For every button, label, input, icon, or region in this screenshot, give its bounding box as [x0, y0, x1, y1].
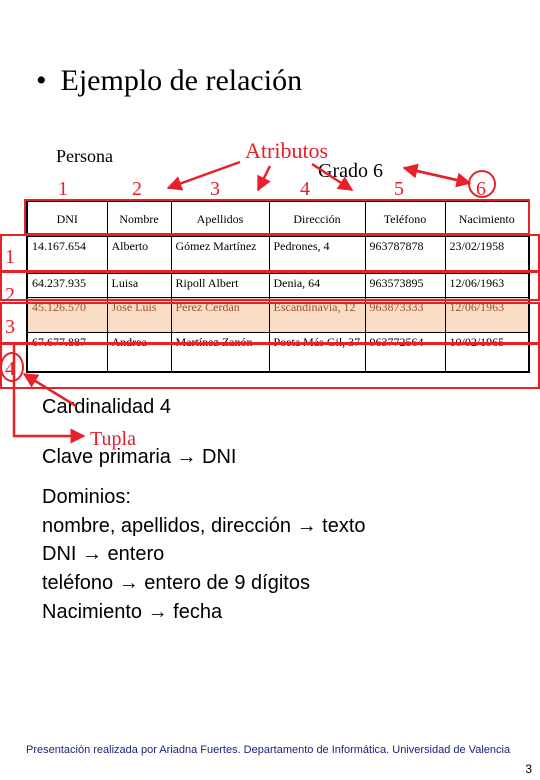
- row-number-4: 4: [5, 358, 15, 380]
- dominio-line: DNI → entero: [42, 543, 165, 565]
- cardinalidad-label: Cardinalidad 4: [42, 396, 171, 418]
- table-cell: 10/02/1965: [445, 333, 529, 373]
- slide-title-text: Ejemplo de relación: [60, 64, 303, 97]
- tuple-box-2: [0, 271, 540, 301]
- tuple-box-4: [0, 343, 540, 389]
- table-cell: 67.677.887: [27, 333, 107, 373]
- row-number-1: 1: [5, 246, 15, 268]
- slide-title: [36, 64, 302, 98]
- header-apellidos: Apellidos: [171, 201, 269, 237]
- table-cell: Alberto: [107, 237, 171, 274]
- table-cell: Martínez Zanón: [171, 333, 269, 373]
- table-cell: José Luis: [107, 298, 171, 333]
- arrow-grado-to-col-6: [404, 168, 470, 183]
- tupla-label: Tupla: [90, 428, 136, 450]
- table-cell: 64.237.935: [27, 274, 107, 298]
- table-cell: 23/02/1958: [445, 237, 529, 274]
- atributos-label: Atributos: [245, 138, 329, 163]
- table-cell: Pedrones, 4: [269, 237, 365, 274]
- dominio-line: Nacimiento → fecha: [42, 601, 223, 623]
- header-nombre: Nombre: [107, 201, 171, 237]
- header-direccion: Dirección: [269, 201, 365, 237]
- column-number-4: 4: [300, 178, 310, 200]
- row-number-2: 2: [5, 284, 15, 306]
- table-cell: Poeta Más Gil, 37: [269, 333, 365, 373]
- row-4-highlight-circle: [0, 352, 24, 382]
- table-cell: 12/06/1963: [445, 298, 529, 333]
- table-cell: 12/06/1963: [445, 274, 529, 298]
- table-cell: Escandinavia, 12: [269, 298, 365, 333]
- table-cell: Denia, 64: [269, 274, 365, 298]
- attributes-header-box: [24, 199, 530, 235]
- table-cell: 963573895: [365, 274, 445, 298]
- tuple-box-1: [0, 234, 540, 272]
- row-number-3: 3: [5, 316, 15, 338]
- header-dni: DNI: [27, 201, 107, 237]
- table-cell: Pérez Cerdán: [171, 298, 269, 333]
- bullet: •: [36, 64, 47, 97]
- table-cell: Luisa: [107, 274, 171, 298]
- column-number-2: 2: [132, 178, 142, 200]
- arrow-to-col-2: [168, 162, 240, 188]
- table-cell: Ripoll Albert: [171, 274, 269, 298]
- footer-credit: Presentación realizada por Ariadna Fuertes. Departamento de Informática. Universidad de Valencia: [26, 744, 511, 756]
- table-cell: 963873333: [365, 298, 445, 333]
- column-6-highlight-circle: [468, 170, 496, 198]
- arrow-to-col-3: [258, 166, 270, 190]
- dominios-heading: Dominios:: [42, 486, 131, 508]
- header-telefono: Teléfono: [365, 201, 445, 237]
- table-cell: 963787878: [365, 237, 445, 274]
- header-nacimiento: Nacimiento: [445, 201, 529, 237]
- relation-name-label: Persona: [56, 146, 113, 166]
- table-cell: 45.126.570: [27, 298, 107, 333]
- column-number-5: 5: [394, 178, 404, 200]
- dominio-line: nombre, apellidos, dirección → texto: [42, 515, 366, 537]
- tuple-box-3: [0, 302, 540, 344]
- clave-primaria-label: Clave primaria → DNI: [42, 446, 237, 468]
- table-cell: Andrea: [107, 333, 171, 373]
- table-cell: 14.167.654: [27, 237, 107, 274]
- grado-label: Grado 6: [318, 160, 383, 182]
- column-number-6: 6: [476, 178, 486, 200]
- column-number-1: 1: [58, 178, 68, 200]
- page-number: 3: [525, 762, 532, 776]
- table-cell: 963772564: [365, 333, 445, 373]
- arrow-grado-bidirectional: [404, 168, 470, 183]
- table-cell: Gómez Martínez: [171, 237, 269, 274]
- column-number-3: 3: [210, 178, 220, 200]
- dominio-line: teléfono → entero de 9 dígitos: [42, 572, 310, 594]
